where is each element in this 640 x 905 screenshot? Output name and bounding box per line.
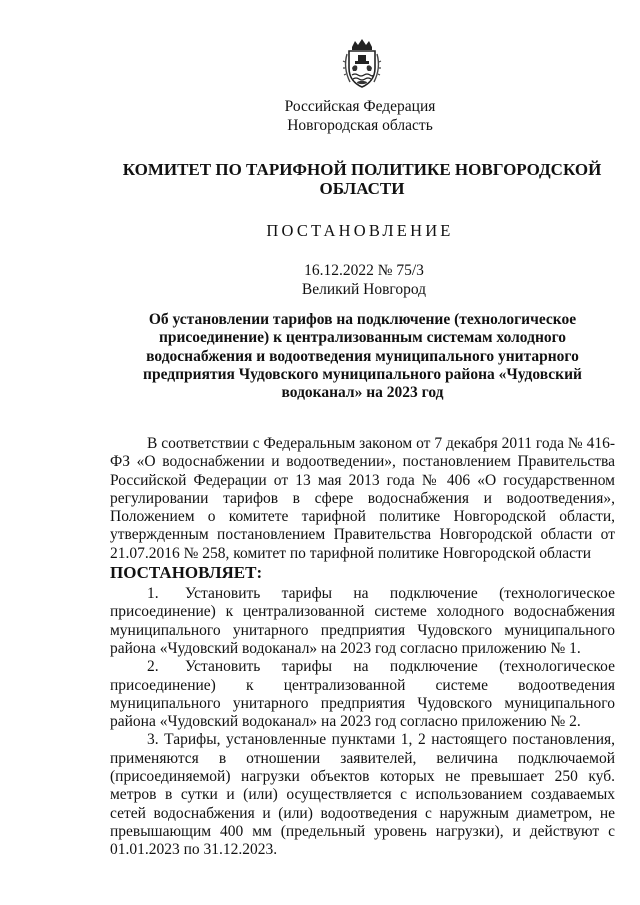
- item-text: Установить тарифы на подключение (технологическое присоединение) к централизованной системе водоотведения муниципального унитарного предприятия Чудовского муниципального района «Чудовский водоканал» на 2023 год согласно приложению № 2.: [110, 658, 615, 731]
- resolution-item: [110, 658, 615, 731]
- item-number: 2.: [147, 658, 159, 676]
- resolves-heading: ПОСТАНОВЛЯЕТ:: [110, 563, 263, 583]
- document-body: [110, 435, 615, 860]
- resolution-item: [110, 585, 615, 658]
- item-number: 3.: [147, 731, 159, 749]
- preamble-paragraph: В соответствии с Федеральным законом от 7 декабря 2011 года № 416-ФЗ «О водоснабжении и водоотведении», постановлением Правительства Российской Федерации от 13 мая 2013 года № 406 «О государственном регулировании тарифов в сфере водоснабжения и водоотведения», Положением о комитете тарифной политике Новгородской области, утвержденным постановлением Правительства Новгородской области от 21.07.2016 № 258, комитет по тарифной политике Новгородской области: [110, 435, 615, 562]
- document-date-number: 16.12.2022 № 75/3: [304, 262, 424, 279]
- header-block: [0, 97, 640, 135]
- document-subject: Об установлении тарифов на подключение (технологическое присоединение) к централизованным системам холодного водоснабжения и водоотведения муниципального унитарного предприятия Чудовского муниципального района «Чудовский водоканал» на 2023 год: [143, 311, 582, 402]
- committee-name: КОМИТЕТ ПО ТАРИФНОЙ ПОЛИТИКЕ НОВГОРОДСКОЙ ОБЛАСТИ: [122, 160, 602, 198]
- resolution-item: [110, 731, 615, 859]
- date-place-block: [0, 262, 640, 299]
- item-number: 1.: [147, 585, 159, 603]
- country-name: Российская Федерация: [284, 98, 436, 115]
- item-text: Установить тарифы на подключение (технологическое присоединение) к централизованной системе холодного водоснабжения муниципального унитарного предприятия Чудовского муниципального района «Чудовский водоканал» на 2023 год согласно приложению № 1.: [110, 585, 615, 657]
- novgorod-coat-of-arms-icon: [340, 38, 384, 90]
- document-type: ПОСТАНОВЛЕНИЕ: [266, 221, 454, 240]
- item-text: Тарифы, установленные пунктами 1, 2 настоящего постановления, применяются в отношении заявителей, величина подключаемой (присоединяемой) нагрузки объектов которых не превышает 250 куб. метров в сутки и (или) осуществляется с использованием создаваемых сетей водоснабжения и (или) водоотведения с наружным диаметром, не превышающим 400 мм (предельный уровень нагрузки), и действуют с 01.01.2023 по 31.12.2023.: [110, 731, 615, 859]
- document-place: Великий Новгород: [301, 280, 427, 298]
- region-name: Новгородская область: [287, 117, 433, 134]
